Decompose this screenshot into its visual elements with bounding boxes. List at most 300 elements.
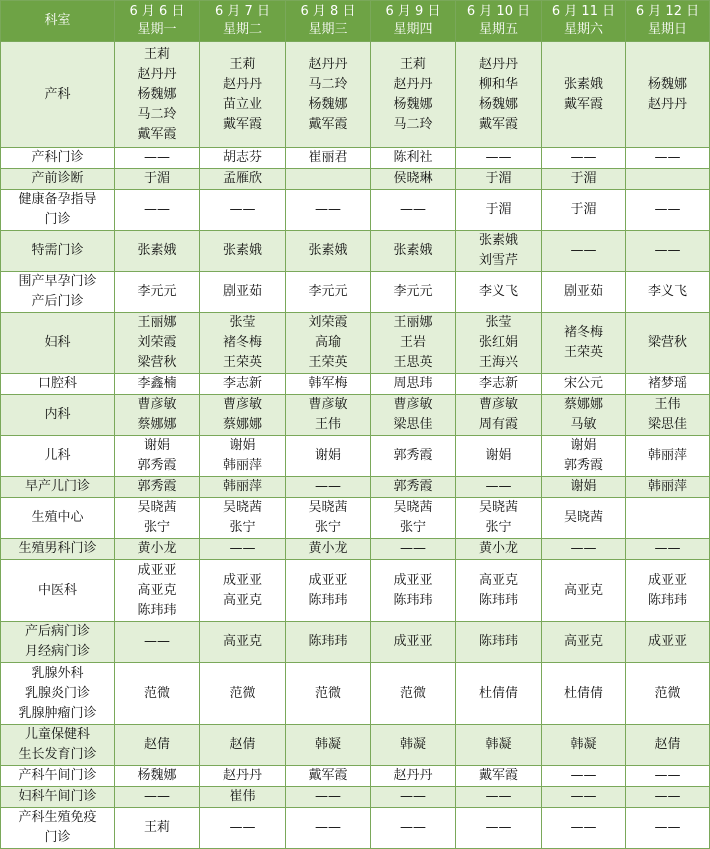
doctor-name: 赵倩 <box>229 737 256 752</box>
duty-cell <box>286 560 371 622</box>
doctor-name: —— <box>315 479 341 494</box>
doctor-name: 高亚克 <box>222 592 262 608</box>
table-row <box>1 477 710 498</box>
table-row <box>1 313 710 374</box>
doctor-name: 赵丹丹 <box>647 96 687 112</box>
doctor-name: 王伟 <box>654 397 681 412</box>
doctor-name: 王海兴 <box>478 355 518 370</box>
duty-cell <box>200 42 286 148</box>
table-row <box>1 190 710 231</box>
doctor-name: 戴军霞 <box>137 126 177 142</box>
table-row <box>1 725 710 766</box>
duty-cell <box>371 148 456 169</box>
duty-cell <box>542 231 626 272</box>
duty-cell <box>542 560 626 622</box>
doctor-name: 褚冬梅 <box>563 325 603 340</box>
duty-cell <box>626 42 710 148</box>
doctor-name: —— <box>654 202 681 217</box>
table-row <box>1 560 710 622</box>
doctor-name: 赵丹丹 <box>222 768 262 783</box>
day-header <box>200 1 286 42</box>
doctor-name: 王莉 <box>143 46 170 62</box>
doctor-name: 李元元 <box>308 284 348 299</box>
doctor-name: 成亚亚 <box>393 572 433 588</box>
doctor-name: 陈玮玮 <box>478 634 518 649</box>
weekday-label: 星期三 <box>308 22 348 37</box>
duty-cell <box>115 539 200 560</box>
doctor-name: —— <box>654 789 681 804</box>
doctor-name: 张宁 <box>485 520 512 535</box>
doctor-name: 崔丽君 <box>308 150 348 165</box>
duty-cell <box>542 498 626 539</box>
doctor-name: 曹彦敏 <box>478 397 518 412</box>
doctor-name: 王思英 <box>393 355 433 370</box>
dept-cell <box>1 498 115 539</box>
duty-cell <box>371 436 456 477</box>
doctor-name: —— <box>570 768 597 783</box>
doctor-name: 刘荣霞 <box>308 315 348 330</box>
duty-cell <box>200 787 286 808</box>
duty-cell <box>115 808 200 849</box>
duty-cell <box>200 560 286 622</box>
duty-cell <box>115 622 200 663</box>
duty-cell <box>286 808 371 849</box>
duty-cell <box>371 663 456 725</box>
doctor-name: 梁营秋 <box>137 355 177 370</box>
duty-cell <box>371 622 456 663</box>
doctor-name: 高亚克 <box>222 634 262 649</box>
doctor-name: 郭秀霞 <box>563 458 603 473</box>
doctor-name: —— <box>229 820 256 835</box>
duty-cell <box>542 808 626 849</box>
doctor-name: 马二玲 <box>137 106 177 122</box>
doctor-name: 杜倩倩 <box>563 685 603 701</box>
date-label: 6 月 12 日 <box>635 4 700 19</box>
duty-cell <box>542 190 626 231</box>
date-label: 6 月 8 日 <box>300 4 356 19</box>
duty-cell <box>626 395 710 436</box>
duty-cell <box>456 395 542 436</box>
dept-name: 产后门诊 <box>31 294 84 309</box>
table-row <box>1 272 710 313</box>
date-label: 6 月 6 日 <box>129 4 185 19</box>
duty-cell <box>626 560 710 622</box>
dept-cell <box>1 436 115 477</box>
dept-cell <box>1 272 115 313</box>
duty-cell <box>371 766 456 787</box>
doctor-name: 成亚亚 <box>137 562 177 578</box>
doctor-name: 戴军霞 <box>478 116 518 132</box>
duty-cell <box>115 436 200 477</box>
dept-name: 中医科 <box>37 582 77 598</box>
dept-name: 门诊 <box>44 830 71 845</box>
doctor-name: 范微 <box>654 685 681 701</box>
doctor-name: 高瑜 <box>314 335 341 350</box>
doctor-name: —— <box>485 789 512 804</box>
dept-cell <box>1 313 115 374</box>
duty-cell <box>542 766 626 787</box>
duty-cell <box>456 42 542 148</box>
duty-cell <box>286 190 371 231</box>
duty-cell <box>542 272 626 313</box>
doctor-name: 柳和华 <box>478 76 518 92</box>
doctor-name: 侯晓琳 <box>393 171 433 186</box>
duty-cell <box>115 766 200 787</box>
duty-cell <box>200 766 286 787</box>
duty-cell <box>115 169 200 190</box>
doctor-name: 陈玮玮 <box>137 602 177 618</box>
dept-name: 妇科午间门诊 <box>18 789 97 804</box>
doctor-name: —— <box>570 541 597 556</box>
dept-name: 产科门诊 <box>31 150 84 165</box>
duty-cell <box>626 622 710 663</box>
doctor-name: 成亚亚 <box>308 572 348 588</box>
doctor-name: 韩丽萍 <box>222 479 262 494</box>
doctor-name: 张莹 <box>485 315 512 330</box>
doctor-name: 范微 <box>229 685 256 701</box>
doctor-name: 王岩 <box>399 335 426 350</box>
doctor-name: 刘荣霞 <box>137 335 177 350</box>
duty-cell <box>456 190 542 231</box>
doctor-name: —— <box>654 541 681 556</box>
duty-cell <box>626 539 710 560</box>
doctor-name: —— <box>570 789 597 804</box>
duty-cell <box>456 169 542 190</box>
duty-cell <box>542 374 626 395</box>
doctor-name: 周有霞 <box>478 417 518 432</box>
doctor-name: —— <box>654 243 681 258</box>
dept-name: 月经病门诊 <box>24 644 90 659</box>
doctor-name: 李元元 <box>137 284 177 299</box>
doctor-name: 吴晓茜 <box>308 500 348 515</box>
duty-cell <box>115 42 200 148</box>
duty-cell <box>286 313 371 374</box>
duty-cell <box>456 477 542 498</box>
dept-name: 乳腺炎门诊 <box>24 685 90 701</box>
duty-cell <box>115 190 200 231</box>
dept-name: 妇科 <box>44 335 71 350</box>
table-row <box>1 663 710 725</box>
duty-cell <box>286 395 371 436</box>
duty-cell <box>286 766 371 787</box>
duty-cell <box>542 169 626 190</box>
doctor-name: 刘雪芹 <box>478 253 518 268</box>
table-row <box>1 808 710 849</box>
duty-cell <box>626 766 710 787</box>
doctor-name: —— <box>315 820 341 835</box>
doctor-name: 曹彦敏 <box>222 397 262 412</box>
doctor-name: —— <box>144 634 170 649</box>
doctor-name: 吴晓茜 <box>478 500 518 515</box>
doctor-name: 杜倩倩 <box>478 685 518 701</box>
table-row <box>1 231 710 272</box>
doctor-name: 韩凝 <box>314 737 341 752</box>
doctor-name: 王莉 <box>229 56 256 72</box>
dept-header: 科室 <box>1 1 115 42</box>
doctor-name: 陈利社 <box>393 150 433 165</box>
doctor-name: —— <box>485 150 512 165</box>
table-row <box>1 374 710 395</box>
dept-cell <box>1 231 115 272</box>
duty-cell <box>200 169 286 190</box>
day-header <box>626 1 710 42</box>
doctor-name: 黄小龙 <box>137 541 177 556</box>
doctor-name: 王荣英 <box>308 355 348 370</box>
duty-cell <box>286 436 371 477</box>
weekday-label: 星期二 <box>222 22 262 37</box>
duty-cell <box>200 808 286 849</box>
dept-name: 产科午间门诊 <box>18 768 97 783</box>
doctor-name: 戴军霞 <box>308 768 348 783</box>
doctor-name: 于湄 <box>143 171 170 186</box>
doctor-name: 张素娥 <box>137 243 177 258</box>
duty-cell <box>286 663 371 725</box>
doctor-name: 梁营秋 <box>647 335 687 350</box>
duty-cell <box>200 272 286 313</box>
dept-name: 生殖男科门诊 <box>18 541 97 556</box>
duty-cell <box>200 477 286 498</box>
duty-cell <box>115 231 200 272</box>
doctor-name: 谢娟 <box>570 479 597 494</box>
doctor-name: 赵丹丹 <box>393 768 433 783</box>
doctor-name: 王莉 <box>399 56 426 72</box>
dept-cell <box>1 477 115 498</box>
duty-cell <box>200 539 286 560</box>
dept-name: 早产儿门诊 <box>24 479 90 494</box>
doctor-name: 李义飞 <box>478 284 518 299</box>
duty-cell <box>286 231 371 272</box>
duty-cell <box>200 725 286 766</box>
day-header <box>115 1 200 42</box>
doctor-name: 戴军霞 <box>222 116 262 132</box>
weekday-label: 星期四 <box>393 22 433 37</box>
doctor-name: 胡志芬 <box>222 150 262 165</box>
dept-name: 乳腺外科 <box>31 665 84 681</box>
duty-cell <box>542 725 626 766</box>
day-header <box>286 1 371 42</box>
table-row <box>1 787 710 808</box>
doctor-name: 褚梦瑶 <box>647 376 687 391</box>
doctor-name: 杨魏娜 <box>137 768 177 783</box>
dept-name: 内科 <box>44 407 71 422</box>
duty-cell <box>456 272 542 313</box>
duty-cell <box>626 148 710 169</box>
duty-cell <box>626 374 710 395</box>
duty-cell <box>200 436 286 477</box>
doctor-name: 杨魏娜 <box>393 96 433 112</box>
doctor-name: 赵丹丹 <box>137 66 177 82</box>
doctor-name: 杨魏娜 <box>308 96 348 112</box>
dept-cell <box>1 395 115 436</box>
duty-cell <box>542 436 626 477</box>
doctor-name: 苗立业 <box>222 96 262 112</box>
doctor-name: 赵丹丹 <box>478 56 518 72</box>
doctor-name: 张素娥 <box>478 233 518 248</box>
doctor-name: 陈玮玮 <box>308 592 348 608</box>
duty-cell <box>371 539 456 560</box>
doctor-name: 剧亚茹 <box>222 284 262 299</box>
duty-cell <box>200 498 286 539</box>
day-header <box>542 1 626 42</box>
dept-cell <box>1 560 115 622</box>
weekday-label: 星期六 <box>563 22 603 37</box>
duty-cell <box>371 498 456 539</box>
doctor-name: 于湄 <box>570 202 597 217</box>
doctor-name: 张宁 <box>314 520 341 535</box>
doctor-name: 王荣英 <box>563 345 603 360</box>
duty-cell <box>456 148 542 169</box>
doctor-name: 范微 <box>314 685 341 701</box>
duty-cell <box>456 663 542 725</box>
doctor-name: 杨魏娜 <box>478 96 518 112</box>
doctor-name: 蔡娜娜 <box>137 417 177 432</box>
doctor-name: —— <box>400 202 426 217</box>
date-label: 6 月 11 日 <box>551 4 616 19</box>
duty-cell <box>542 395 626 436</box>
doctor-name: 高亚克 <box>478 572 518 588</box>
table-row <box>1 436 710 477</box>
doctor-name: 吴晓茜 <box>137 500 177 515</box>
day-header <box>371 1 456 42</box>
duty-cell <box>456 231 542 272</box>
doctor-name: 杨魏娜 <box>137 86 177 102</box>
doctor-name: 高亚克 <box>563 634 603 649</box>
duty-cell <box>456 313 542 374</box>
doctor-name: 陈玮玮 <box>478 592 518 608</box>
duty-cell <box>542 663 626 725</box>
doctor-name: 王伟 <box>314 417 341 432</box>
duty-cell <box>626 231 710 272</box>
doctor-name: 成亚亚 <box>647 572 687 588</box>
doctor-name: 韩军梅 <box>308 376 348 391</box>
duty-cell <box>542 787 626 808</box>
duty-cell <box>115 395 200 436</box>
doctor-name: 张宁 <box>143 520 170 535</box>
dept-cell <box>1 42 115 148</box>
doctor-name: 韩凝 <box>485 737 512 752</box>
duty-cell <box>456 808 542 849</box>
doctor-name: 王莉 <box>143 820 170 835</box>
table-row <box>1 766 710 787</box>
duty-cell <box>286 725 371 766</box>
duty-cell <box>115 560 200 622</box>
duty-cell <box>115 272 200 313</box>
duty-cell <box>200 622 286 663</box>
duty-cell <box>626 313 710 374</box>
doctor-name: —— <box>315 202 341 217</box>
doctor-name: 成亚亚 <box>647 634 687 649</box>
doctor-name: 李元元 <box>393 284 433 299</box>
duty-cell <box>286 148 371 169</box>
duty-cell <box>626 498 710 539</box>
doctor-name: —— <box>570 243 597 258</box>
duty-cell <box>542 539 626 560</box>
duty-cell <box>115 498 200 539</box>
dept-name: 乳腺肿瘤门诊 <box>18 705 97 721</box>
doctor-name: 吴晓茜 <box>563 510 603 525</box>
table-row <box>1 622 710 663</box>
doctor-name: 赵倩 <box>654 737 681 752</box>
dept-cell <box>1 787 115 808</box>
table-row <box>1 498 710 539</box>
doctor-name: 张素娥 <box>563 76 603 92</box>
duty-cell <box>200 231 286 272</box>
doctor-name: 韩丽萍 <box>222 458 262 473</box>
doctor-name: —— <box>654 768 681 783</box>
doctor-name: 黄小龙 <box>478 541 518 556</box>
duty-cell <box>626 272 710 313</box>
doctor-name: 戴军霞 <box>478 768 518 783</box>
doctor-name: 高亚克 <box>137 582 177 598</box>
dept-cell <box>1 808 115 849</box>
date-label: 6 月 10 日 <box>466 4 531 19</box>
doctor-name: 于湄 <box>485 171 512 186</box>
duty-cell <box>626 725 710 766</box>
duty-cell <box>626 663 710 725</box>
doctor-name: —— <box>654 150 681 165</box>
duty-cell <box>626 808 710 849</box>
duty-cell <box>542 313 626 374</box>
doctor-name: —— <box>485 479 512 494</box>
dept-cell <box>1 539 115 560</box>
duty-cell <box>200 395 286 436</box>
doctor-name: 蔡娜娜 <box>563 397 603 412</box>
doctor-name: —— <box>229 541 256 556</box>
doctor-name: 韩丽萍 <box>647 448 687 463</box>
weekday-label: 星期五 <box>478 22 518 37</box>
doctor-name: 韩丽萍 <box>647 479 687 494</box>
duty-cell <box>371 725 456 766</box>
duty-cell <box>371 313 456 374</box>
doctor-name: 李志新 <box>222 376 262 391</box>
duty-cell <box>371 477 456 498</box>
date-label: 6 月 9 日 <box>385 4 441 19</box>
duty-cell <box>542 148 626 169</box>
doctor-name: 孟雁欣 <box>222 171 262 186</box>
duty-cell <box>626 477 710 498</box>
doctor-name: 杨魏娜 <box>647 76 687 92</box>
schedule-body <box>1 42 710 849</box>
dept-name: 生长发育门诊 <box>18 747 97 762</box>
dept-cell <box>1 148 115 169</box>
doctor-name: —— <box>144 202 170 217</box>
doctor-name: 王丽娜 <box>137 315 177 330</box>
doctor-name: 陈玮玮 <box>647 592 687 608</box>
doctor-name: 王荣英 <box>222 355 262 370</box>
weekday-label: 星期日 <box>647 22 687 37</box>
duty-cell <box>115 477 200 498</box>
doctor-name: 范微 <box>399 685 426 701</box>
duty-cell <box>371 42 456 148</box>
dept-cell <box>1 190 115 231</box>
doctor-name: —— <box>570 150 597 165</box>
duty-cell <box>286 787 371 808</box>
duty-cell <box>115 663 200 725</box>
doctor-name: —— <box>400 820 426 835</box>
doctor-name: 赵丹丹 <box>393 76 433 92</box>
day-header <box>456 1 542 42</box>
doctor-name: —— <box>144 150 170 165</box>
doctor-name: 张宁 <box>399 520 426 535</box>
doctor-name: 于湄 <box>570 171 597 186</box>
doctor-name: 黄小龙 <box>308 541 348 556</box>
duty-cell <box>115 148 200 169</box>
duty-cell <box>626 787 710 808</box>
table-row <box>1 395 710 436</box>
doctor-name: 戴军霞 <box>308 116 348 132</box>
duty-cell <box>456 436 542 477</box>
dept-cell <box>1 766 115 787</box>
